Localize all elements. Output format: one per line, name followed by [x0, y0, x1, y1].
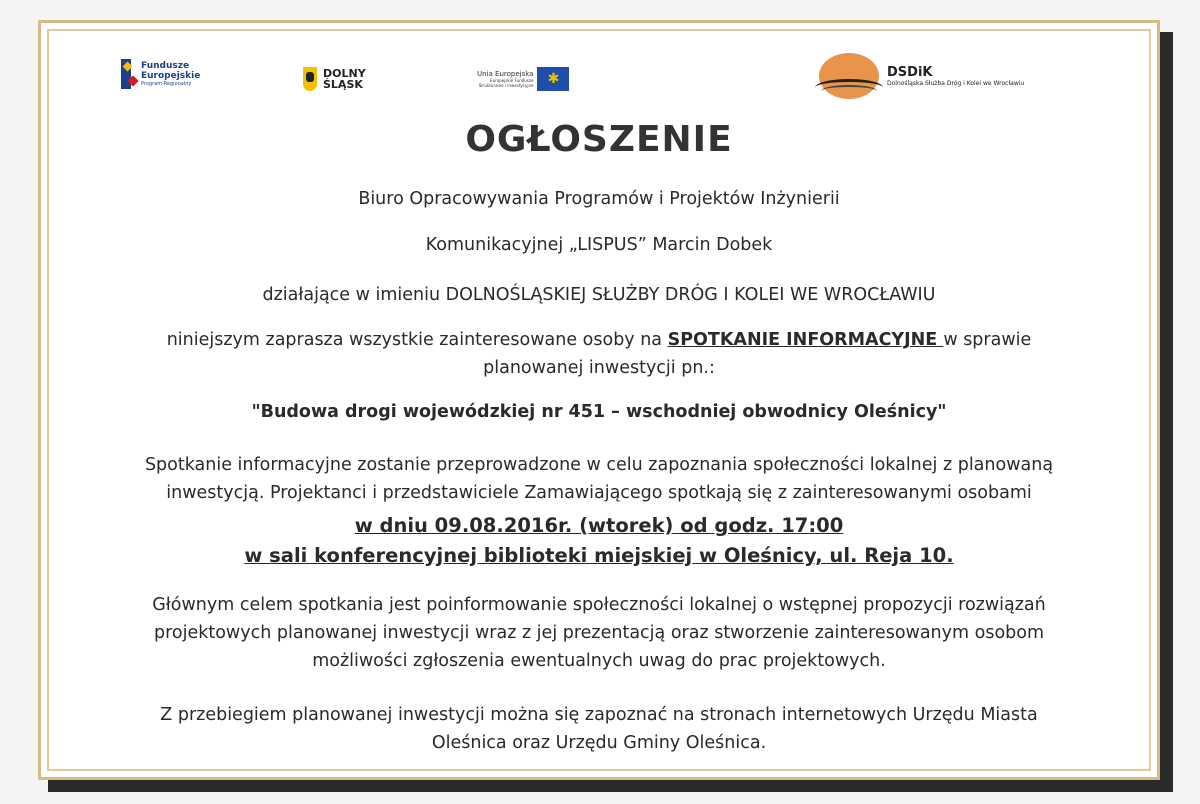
info-paragraph	[61, 701, 1137, 757]
meeting-place: w sali konferencyjnej biblioteki miejskiej w Oleśnicy, ul. Reja 10.	[244, 544, 954, 567]
invitation-paragraph	[61, 326, 1137, 382]
unia-line2: Europejskie Fundusze	[490, 78, 534, 83]
info-line1: Z przebiegiem planowanej inwestycji można się zapoznać na stronach internetowych Urzędu Miasta	[160, 705, 1038, 725]
fundusze-europejskie-logo	[121, 59, 200, 89]
eu-flag-icon: ✱	[537, 67, 569, 91]
purpose-paragraph	[61, 451, 1137, 507]
dolny-slask-line1: DOLNY	[323, 67, 366, 80]
fundusze-mark-icon	[121, 59, 137, 89]
dolny-slask-logo	[303, 67, 366, 91]
notice-title: OGŁOSZENIE	[465, 119, 733, 160]
eagle-shield-icon	[303, 67, 317, 91]
goal-line3: możliwości zgłoszenia ewentualnych uwag do prac projektowych.	[312, 651, 886, 671]
invitation-text-after: w sprawie	[943, 330, 1032, 350]
unia-europejska-logo	[477, 67, 569, 91]
purpose-line2: inwestycją. Projektanci i przedstawiciele Zamawiającego spotkają się z zainteresowanymi osobami	[166, 483, 1032, 503]
meeting-date: w dniu 09.08.2016r. (wtorek) od godz. 17:00	[354, 514, 844, 537]
dolny-slask-line2: ŚLĄSK	[323, 78, 363, 91]
dsdik-logo	[815, 49, 1024, 105]
dsdik-road-sun-icon	[815, 49, 883, 105]
dsdik-line1: DSDiK	[887, 65, 933, 80]
organizer-line1: Biuro Opracowywania Programów i Projektów Inżynierii	[358, 189, 840, 209]
invitation-line2: planowanej inwestycji pn.:	[483, 358, 715, 378]
fundusze-line1: Fundusze	[141, 60, 190, 71]
dsdik-line2: Dolnośląska Służba Dróg i Kolei we Wrocławiu	[887, 80, 1025, 87]
meeting-type-highlight: SPOTKANIE INFORMACYJNE	[667, 330, 944, 350]
unia-line3: Strukturalne i Inwestycyjne	[478, 83, 534, 88]
fundusze-line2: Europejskie	[141, 70, 201, 81]
organizer-line2: Komunikacyjnej „LISPUS” Marcin Dobek	[425, 235, 773, 255]
on-behalf-line: działające w imieniu DOLNOŚLĄSKIEJ SŁUŻBY DRÓG I KOLEI WE WROCŁAWIU	[262, 285, 936, 305]
fundusze-line3: Program Regionalny	[141, 80, 192, 87]
invitation-text-before: niniejszym zaprasza wszystkie zainteresowane osoby na	[166, 330, 668, 350]
goal-line2: projektowych planowanej inwestycji wraz z jej prezentacją oraz stworzenie zainteresowanym osobom	[153, 623, 1045, 643]
project-name: "Budowa drogi wojewódzkiej nr 451 – wschodniej obwodnicy Oleśnicy"	[251, 402, 947, 422]
goal-line1: Głównym celem spotkania jest poinformowanie społeczności lokalnej o wstępnej propozycji rozwiązań	[152, 595, 1046, 615]
notice-frame	[38, 20, 1160, 780]
logo-bar	[41, 23, 1157, 123]
info-line2: Oleśnica oraz Urzędu Gminy Oleśnica.	[431, 733, 767, 753]
goal-paragraph	[61, 591, 1137, 675]
meeting-details	[61, 511, 1137, 571]
unia-line1: Unia Europejska	[477, 70, 534, 78]
purpose-line1: Spotkanie informacyjne zostanie przeprowadzone w celu zapoznania społeczności lokalnej z planowaną	[144, 455, 1054, 475]
